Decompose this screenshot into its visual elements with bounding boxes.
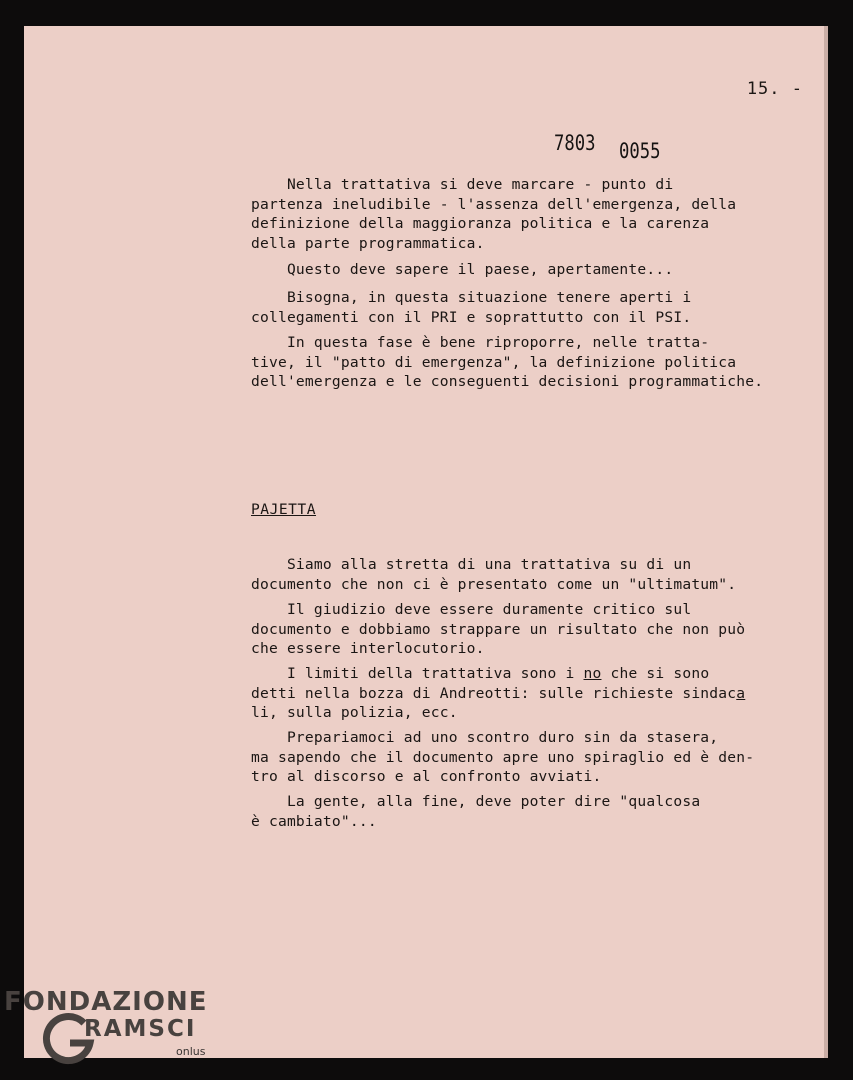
watermark-onlus: onlus [176, 1045, 206, 1058]
text-run: I limiti della trattativa sono i [251, 665, 584, 682]
paragraph: Prepariamoci ad uno scontro duro sin da stasera, ma sapendo che il documento apre uno spiraglio ed è den- tro al discorso e al confronto avviati. [251, 729, 755, 786]
text-run: li, sulla polizia, ecc. [251, 704, 458, 722]
text-run: che si sono detti nella bozza di Andreotti: sulle richieste sindac [251, 665, 737, 702]
page-number: 15. - [746, 79, 803, 99]
paragraph: Siamo alla stretta di una trattativa su di un documento che non ci è presentato come un "ultimatum". [251, 556, 737, 593]
page-edge-shadow [824, 26, 828, 1058]
paragraph: Questo deve sapere il paese, apertamente... [251, 261, 674, 278]
underlined-word: no [583, 665, 602, 682]
paragraph: Nella trattativa si deve marcare - punto di partenza ineludibile - l'assenza dell'emergenza, della definizione della maggioranza politica e la carenza della parte programmatica. [251, 176, 737, 252]
document-page [24, 26, 828, 1058]
paragraph: La gente, alla fine, deve poter dire "qualcosa è cambiato"... [251, 793, 701, 830]
archive-stamp [554, 131, 670, 163]
underlined-letter: a [736, 684, 746, 702]
archive-stamp-number: 0055 [619, 139, 661, 163]
foundation-watermark [4, 987, 214, 1077]
speaker-heading: PAJETTA [251, 501, 317, 518]
paragraph: Il giudizio deve essere duramente critico sul documento e dobbiamo strappare un risultato che non può che essere interlocutorio. [251, 601, 746, 658]
watermark-line2: RAMSCI [84, 1016, 197, 1042]
watermark-line1: FONDAZIONE [4, 987, 208, 1017]
paragraph [251, 664, 811, 723]
paragraph: Bisogna, in questa situazione tenere aperti i collegamenti con il PRI e soprattutto con il PSI. [251, 289, 692, 326]
archive-stamp-series: 7803 [554, 131, 596, 155]
paragraph: In questa fase è bene riproporre, nelle tratta- tive, il "patto di emergenza", la definizione politica dell'emergenza e le conseguenti decisioni programmatiche. [251, 334, 764, 391]
